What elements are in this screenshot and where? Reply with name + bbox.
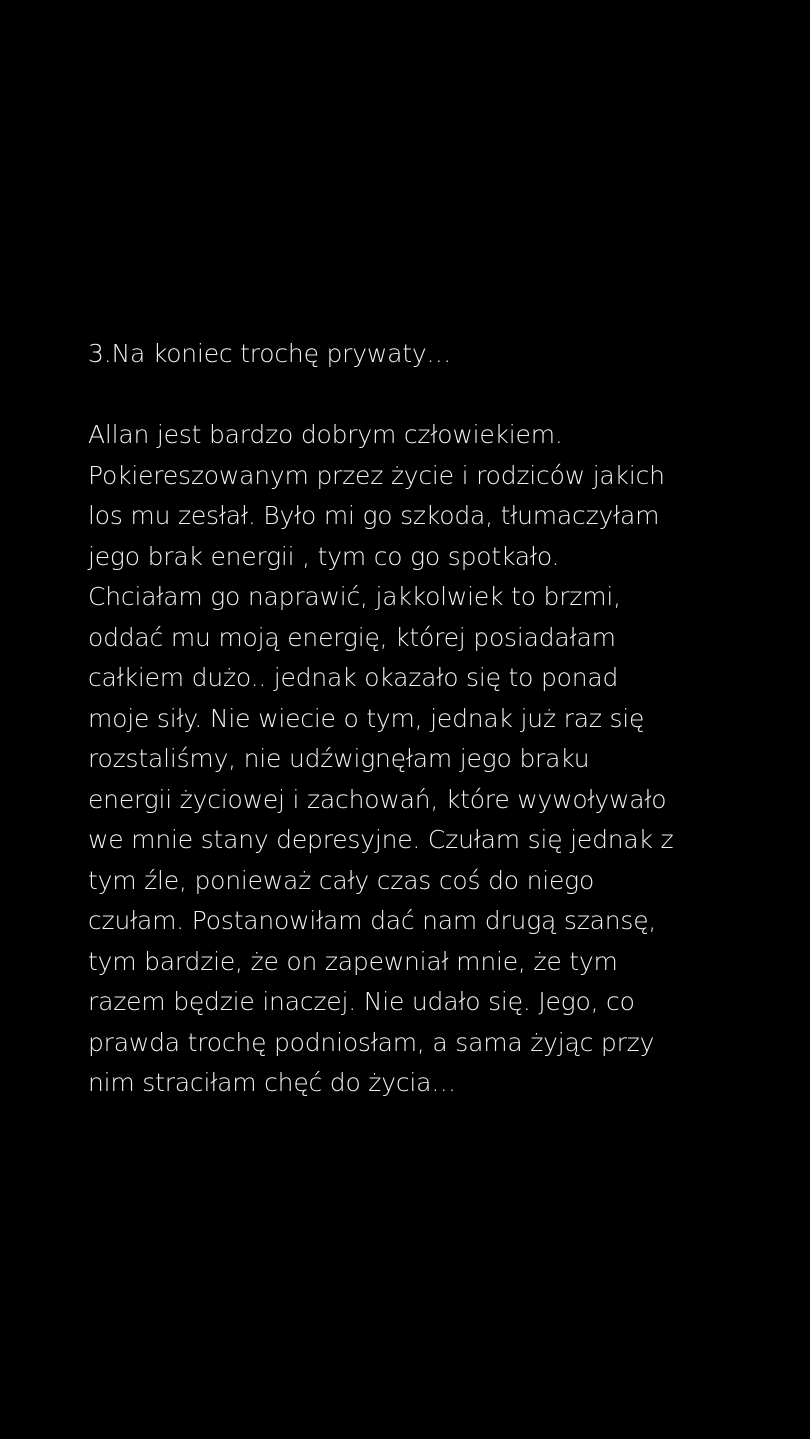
story-line: los mu zesłał. Było mi go szkoda, tłumaczyłam xyxy=(88,501,660,530)
story-line: nim straciłam chęć do życia… xyxy=(88,1068,457,1097)
story-line: moje siły. Nie wiecie o tym, jednak już raz się xyxy=(88,703,645,733)
story-paragraph xyxy=(88,415,768,1104)
story-line: energii życiowej i zachowań, które wywoływało xyxy=(88,784,667,814)
story-line: Pokiereszowanym przez życie i rodziców jakich xyxy=(88,460,665,490)
story-title: 3.Na koniec trochę prywaty… xyxy=(88,339,452,368)
story-line: Chciałam go naprawić, jakkolwiek to brzmi, xyxy=(88,582,621,611)
story-text-block xyxy=(88,334,768,1104)
story-line: tym źle, ponieważ cały czas coś do niego xyxy=(88,865,595,895)
story-line: razem będzie inaczej. Nie udało się. Jego, co xyxy=(88,987,635,1016)
story-line: Allan jest bardzo dobrym człowiekiem. xyxy=(88,420,563,449)
story-line: czułam. Postanowiłam dać nam drugą szansę, xyxy=(88,906,657,935)
story-line: jego brak energii , tym co go spotkało. xyxy=(88,541,560,571)
story-line: oddać mu moją energię, której posiadałam xyxy=(88,622,616,652)
story-line: całkiem dużo.. jednak okazało się to ponad xyxy=(88,663,619,692)
story-line: rozstaliśmy, nie udźwignęłam jego braku xyxy=(88,744,590,773)
story-line: tym bardzie, że on zapewniał mnie, że tym xyxy=(88,946,618,976)
story-line: we mnie stany depresyjne. Czułam się jednak z xyxy=(88,825,674,854)
story-line: prawda trochę podniosłam, a sama żyjąc przy xyxy=(88,1027,655,1057)
